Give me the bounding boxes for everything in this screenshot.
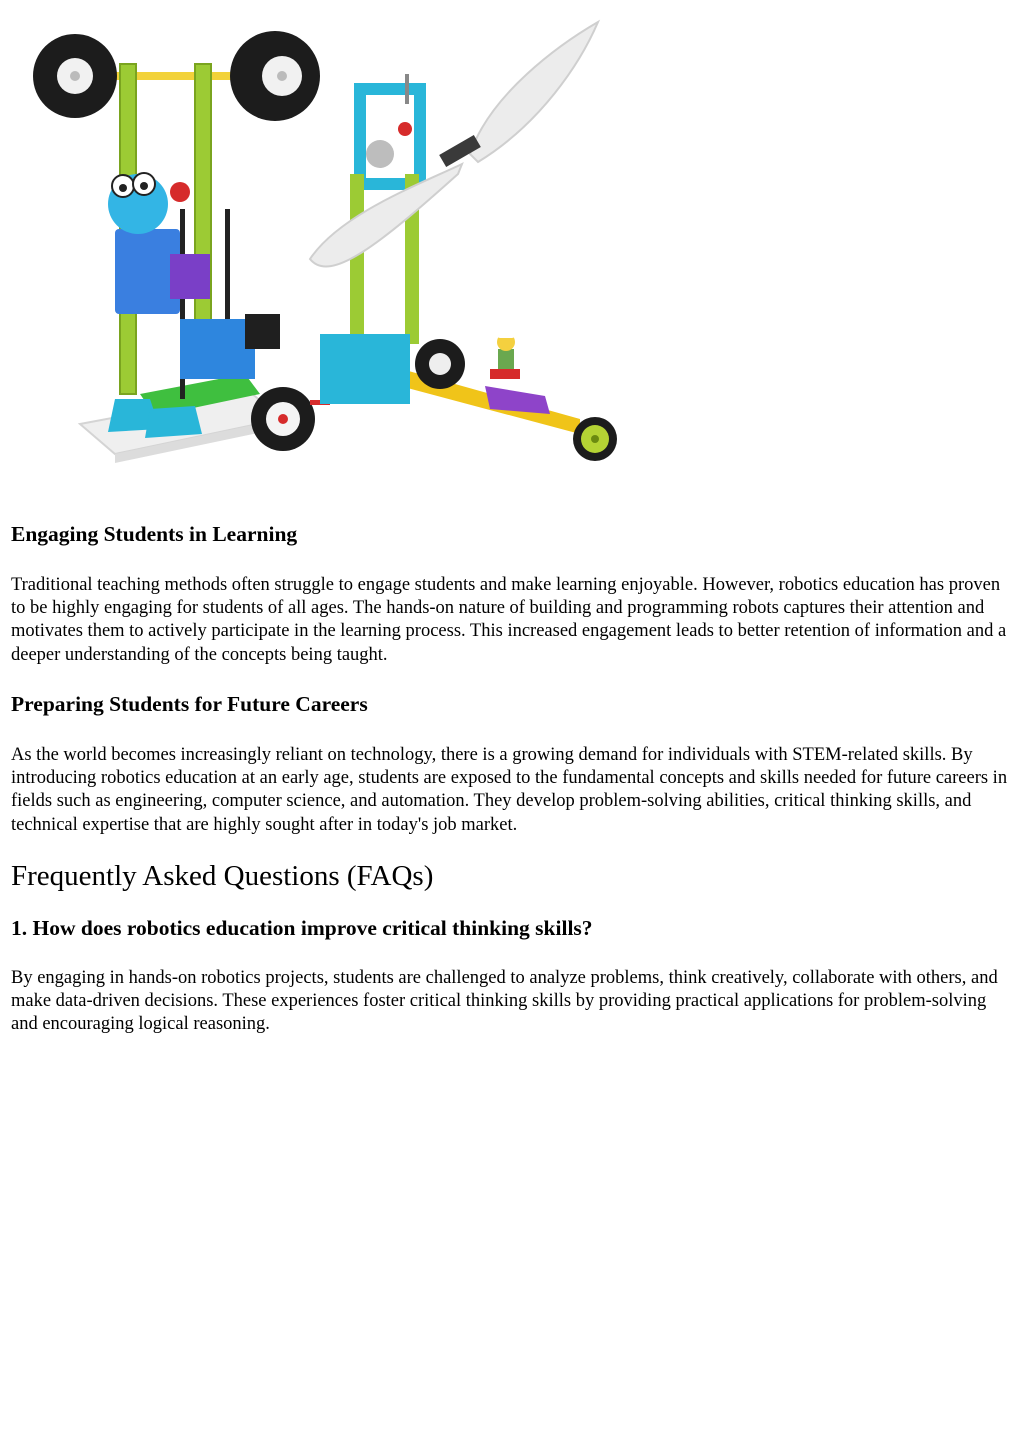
section-body-engaging-students: Traditional teaching methods often struggle to engage students and make learning enjoyable. However, robotics education has proven to be highly engaging for students of all ages. The hands-on nature of building and programming robots captures their attention and motivates them to actively participate in the learning process. This increased engagement leads to better retention of information and a deeper understanding of the concepts being taught.	[11, 574, 1007, 665]
faq-question: 1. How does robotics education improve critical thinking skills?	[11, 915, 593, 940]
section-heading-future-careers: Preparing Students for Future Careers	[11, 691, 368, 716]
section-body-future-careers: As the world becomes increasingly reliant on technology, there is a growing demand for individuals with STEM-related skills. By introducing robotics education at an early age, students are exposed to the fundamental concepts and skills needed for future careers in fields such as engineering, computer science, and automation. They develop problem-solving abilities, critical thinking skills, and technical expertise that are highly sought after in today's job market.	[11, 744, 1008, 835]
hero-image	[20, 14, 630, 484]
article-content	[11, 518, 1015, 1036]
lego-robot-illustration-icon	[20, 14, 630, 484]
section-heading-engaging-students: Engaging Students in Learning	[11, 522, 298, 546]
faq-title: Frequently Asked Questions (FAQs)	[11, 859, 434, 892]
faq-answer: By engaging in hands-on robotics projects, students are challenged to analyze problems, think creatively, collaborate with others, and make data-driven decisions. These experiences foster critical thinking skills by providing practical applications for problem-solving and encouraging logical reasoning.	[11, 967, 998, 1035]
